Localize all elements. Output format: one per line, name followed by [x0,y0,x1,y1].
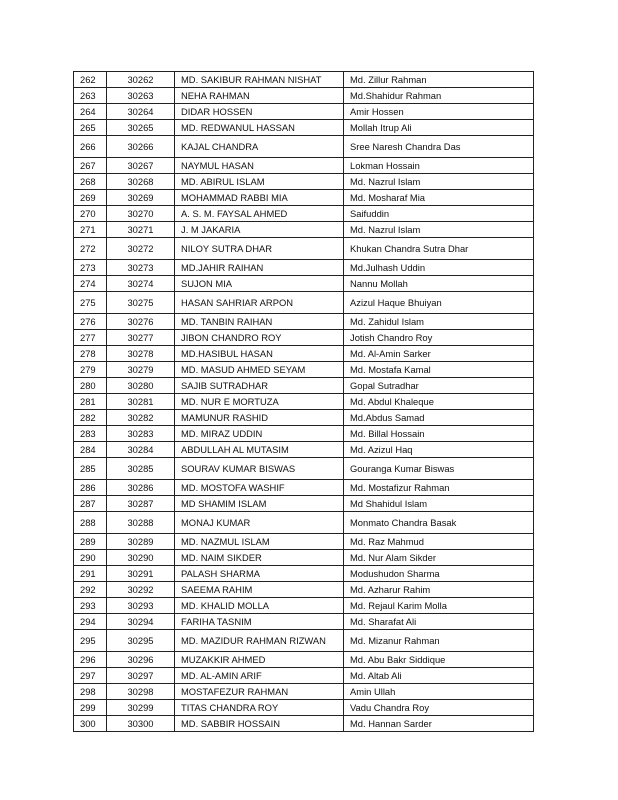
roll-number-cell: 30277 [107,330,175,346]
candidate-name-cell: MD. MIRAZ UDDIN [175,426,344,442]
serial-number-cell: 268 [74,174,107,190]
table-row [74,716,534,732]
father-name-cell: Nannu Mollah [344,276,534,292]
table-row [74,330,534,346]
serial-number-cell: 281 [74,394,107,410]
father-name-cell: Md. Azharur Rahim [344,582,534,598]
serial-number-cell: 279 [74,362,107,378]
candidate-name-cell: PALASH SHARMA [175,566,344,582]
candidate-name-cell: SOURAV KUMAR BISWAS [175,458,344,480]
father-name-cell: Md. Abdul Khaleque [344,394,534,410]
table-row [74,394,534,410]
roll-number-cell: 30296 [107,652,175,668]
candidate-name-cell: SUJON MIA [175,276,344,292]
table-row [74,496,534,512]
father-name-cell: Md. Mizanur Rahman [344,630,534,652]
father-name-cell: Md. Al-Amin Sarker [344,346,534,362]
serial-number-cell: 271 [74,222,107,238]
candidate-name-cell: MONAJ KUMAR [175,512,344,534]
father-name-cell: Azizul Haque Bhuiyan [344,292,534,314]
candidate-name-cell: MD. REDWANUL HASSAN [175,120,344,136]
candidate-name-cell: MD. ABIRUL ISLAM [175,174,344,190]
roll-number-cell: 30267 [107,158,175,174]
father-name-cell: Md. Mostafizur Rahman [344,480,534,496]
serial-number-cell: 296 [74,652,107,668]
candidate-name-cell: SAJIB SUTRADHAR [175,378,344,394]
serial-number-cell: 298 [74,684,107,700]
candidate-name-cell: MAMUNUR RASHID [175,410,344,426]
father-name-cell: Lokman Hossain [344,158,534,174]
father-name-cell: Md. Abu Bakr Siddique [344,652,534,668]
serial-number-cell: 297 [74,668,107,684]
table-row [74,512,534,534]
roll-number-cell: 30290 [107,550,175,566]
roll-number-cell: 30289 [107,534,175,550]
serial-number-cell: 264 [74,104,107,120]
roll-number-cell: 30282 [107,410,175,426]
candidate-name-cell: NILOY SUTRA DHAR [175,238,344,260]
father-name-cell: Md. Sharafat Ali [344,614,534,630]
candidate-name-cell: NEHA RAHMAN [175,88,344,104]
table-row [74,410,534,426]
roll-number-cell: 30268 [107,174,175,190]
serial-number-cell: 293 [74,598,107,614]
father-name-cell: Md. Billal Hossain [344,426,534,442]
candidate-name-cell: A. S. M. FAYSAL AHMED [175,206,344,222]
serial-number-cell: 292 [74,582,107,598]
table-row [74,534,534,550]
roll-number-cell: 30294 [107,614,175,630]
father-name-cell: Md. Rejaul Karim Molla [344,598,534,614]
roll-number-cell: 30276 [107,314,175,330]
roll-number-cell: 30274 [107,276,175,292]
father-name-cell: Md. Raz Mahmud [344,534,534,550]
father-name-cell: Amir Hossen [344,104,534,120]
candidate-name-cell: KAJAL CHANDRA [175,136,344,158]
candidate-name-cell: SAEEMA RAHIM [175,582,344,598]
table-row [74,668,534,684]
roll-number-cell: 30265 [107,120,175,136]
roll-number-cell: 30286 [107,480,175,496]
roll-number-cell: 30284 [107,442,175,458]
serial-number-cell: 276 [74,314,107,330]
serial-number-cell: 269 [74,190,107,206]
table-row [74,222,534,238]
father-name-cell: Gopal Sutradhar [344,378,534,394]
candidate-name-cell: MD. TANBIN RAIHAN [175,314,344,330]
serial-number-cell: 299 [74,700,107,716]
candidate-table [73,71,534,732]
table-row [74,314,534,330]
table-row [74,700,534,716]
roll-number-cell: 30299 [107,700,175,716]
roll-number-cell: 30270 [107,206,175,222]
roll-number-cell: 30272 [107,238,175,260]
serial-number-cell: 278 [74,346,107,362]
candidate-name-cell: MD. SAKIBUR RAHMAN NISHAT [175,72,344,88]
roll-number-cell: 30298 [107,684,175,700]
roll-number-cell: 30287 [107,496,175,512]
father-name-cell: Monmato Chandra Basak [344,512,534,534]
table-row [74,582,534,598]
table-row [74,190,534,206]
roll-number-cell: 30283 [107,426,175,442]
serial-number-cell: 295 [74,630,107,652]
table-row [74,378,534,394]
table-row [74,260,534,276]
serial-number-cell: 288 [74,512,107,534]
table-row [74,362,534,378]
candidate-name-cell: NAYMUL HASAN [175,158,344,174]
serial-number-cell: 270 [74,206,107,222]
roll-number-cell: 30285 [107,458,175,480]
candidate-name-cell: MD. KHALID MOLLA [175,598,344,614]
candidate-name-cell: ABDULLAH AL MUTASIM [175,442,344,458]
father-name-cell: Md. Hannan Sarder [344,716,534,732]
serial-number-cell: 263 [74,88,107,104]
father-name-cell: Md.Abdus Samad [344,410,534,426]
roll-number-cell: 30269 [107,190,175,206]
candidate-name-cell: MD. SABBIR HOSSAIN [175,716,344,732]
table-row [74,652,534,668]
father-name-cell: Md.Shahidur Rahman [344,88,534,104]
table-row [74,480,534,496]
roll-number-cell: 30264 [107,104,175,120]
serial-number-cell: 266 [74,136,107,158]
serial-number-cell: 290 [74,550,107,566]
table-row [74,72,534,88]
table-row [74,292,534,314]
table-row [74,442,534,458]
candidate-name-cell: MD. MASUD AHMED SEYAM [175,362,344,378]
serial-number-cell: 284 [74,442,107,458]
serial-number-cell: 272 [74,238,107,260]
serial-number-cell: 285 [74,458,107,480]
candidate-name-cell: MD SHAMIM ISLAM [175,496,344,512]
table-row [74,174,534,190]
table-row [74,136,534,158]
serial-number-cell: 280 [74,378,107,394]
table-row [74,684,534,700]
roll-number-cell: 30262 [107,72,175,88]
candidate-name-cell: MOSTAFEZUR RAHMAN [175,684,344,700]
father-name-cell: Amin Ullah [344,684,534,700]
father-name-cell: Md. Nazrul Islam [344,222,534,238]
candidate-name-cell: TITAS CHANDRA ROY [175,700,344,716]
candidate-name-cell: MD.JAHIR RAIHAN [175,260,344,276]
roll-number-cell: 30266 [107,136,175,158]
candidate-name-cell: MD.HASIBUL HASAN [175,346,344,362]
serial-number-cell: 265 [74,120,107,136]
table-row [74,630,534,652]
father-name-cell: Sree Naresh Chandra Das [344,136,534,158]
candidate-name-cell: MD. NAIM SIKDER [175,550,344,566]
father-name-cell: Md. Azizul Haq [344,442,534,458]
table-row [74,276,534,292]
roll-number-cell: 30291 [107,566,175,582]
table-row [74,238,534,260]
table-row [74,566,534,582]
father-name-cell: Gouranga Kumar Biswas [344,458,534,480]
roll-number-cell: 30278 [107,346,175,362]
serial-number-cell: 275 [74,292,107,314]
roll-number-cell: 30288 [107,512,175,534]
roll-number-cell: 30263 [107,88,175,104]
candidate-name-cell: MD. AL-AMIN ARIF [175,668,344,684]
father-name-cell: Md. Altab Ali [344,668,534,684]
father-name-cell: Md. Mostafa Kamal [344,362,534,378]
roll-number-cell: 30292 [107,582,175,598]
roll-number-cell: 30281 [107,394,175,410]
candidate-name-cell: DIDAR HOSSEN [175,104,344,120]
serial-number-cell: 273 [74,260,107,276]
roll-number-cell: 30271 [107,222,175,238]
father-name-cell: Md. Nur Alam Sikder [344,550,534,566]
father-name-cell: Mollah Itrup Ali [344,120,534,136]
candidate-name-cell: FARIHA TASNIM [175,614,344,630]
father-name-cell: Khukan Chandra Sutra Dhar [344,238,534,260]
serial-number-cell: 262 [74,72,107,88]
serial-number-cell: 300 [74,716,107,732]
serial-number-cell: 277 [74,330,107,346]
serial-number-cell: 287 [74,496,107,512]
table-row [74,346,534,362]
father-name-cell: Jotish Chandro Roy [344,330,534,346]
father-name-cell: Md. Mosharaf Mia [344,190,534,206]
table-row [74,104,534,120]
serial-number-cell: 289 [74,534,107,550]
roll-number-cell: 30273 [107,260,175,276]
candidate-name-cell: MOHAMMAD RABBI MIA [175,190,344,206]
father-name-cell: Md. Nazrul Islam [344,174,534,190]
candidate-name-cell: HASAN SAHRIAR ARPON [175,292,344,314]
candidate-name-cell: MUZAKKIR AHMED [175,652,344,668]
father-name-cell: Md.Julhash Uddin [344,260,534,276]
father-name-cell: Md. Zahidul Islam [344,314,534,330]
father-name-cell: Saifuddin [344,206,534,222]
roll-number-cell: 30297 [107,668,175,684]
roll-number-cell: 30275 [107,292,175,314]
serial-number-cell: 267 [74,158,107,174]
candidate-name-cell: MD. MAZIDUR RAHMAN RIZWAN [175,630,344,652]
serial-number-cell: 294 [74,614,107,630]
table-row [74,158,534,174]
roll-number-cell: 30279 [107,362,175,378]
roll-number-cell: 30295 [107,630,175,652]
father-name-cell: Md. Zillur Rahman [344,72,534,88]
table-row [74,598,534,614]
serial-number-cell: 274 [74,276,107,292]
candidate-table-body [74,72,534,732]
candidate-name-cell: MD. NAZMUL ISLAM [175,534,344,550]
table-row [74,120,534,136]
candidate-name-cell: J. M JAKARIA [175,222,344,238]
father-name-cell: Md Shahidul Islam [344,496,534,512]
serial-number-cell: 286 [74,480,107,496]
roll-number-cell: 30293 [107,598,175,614]
table-row [74,614,534,630]
candidate-name-cell: MD. MOSTOFA WASHIF [175,480,344,496]
serial-number-cell: 291 [74,566,107,582]
table-row [74,206,534,222]
table-row [74,88,534,104]
table-row [74,458,534,480]
father-name-cell: Vadu Chandra Roy [344,700,534,716]
candidate-name-cell: JIBON CHANDRO ROY [175,330,344,346]
candidate-name-cell: MD. NUR E MORTUZA [175,394,344,410]
serial-number-cell: 283 [74,426,107,442]
roll-number-cell: 30280 [107,378,175,394]
table-row [74,426,534,442]
serial-number-cell: 282 [74,410,107,426]
table-row [74,550,534,566]
father-name-cell: Modushudon Sharma [344,566,534,582]
roll-number-cell: 30300 [107,716,175,732]
